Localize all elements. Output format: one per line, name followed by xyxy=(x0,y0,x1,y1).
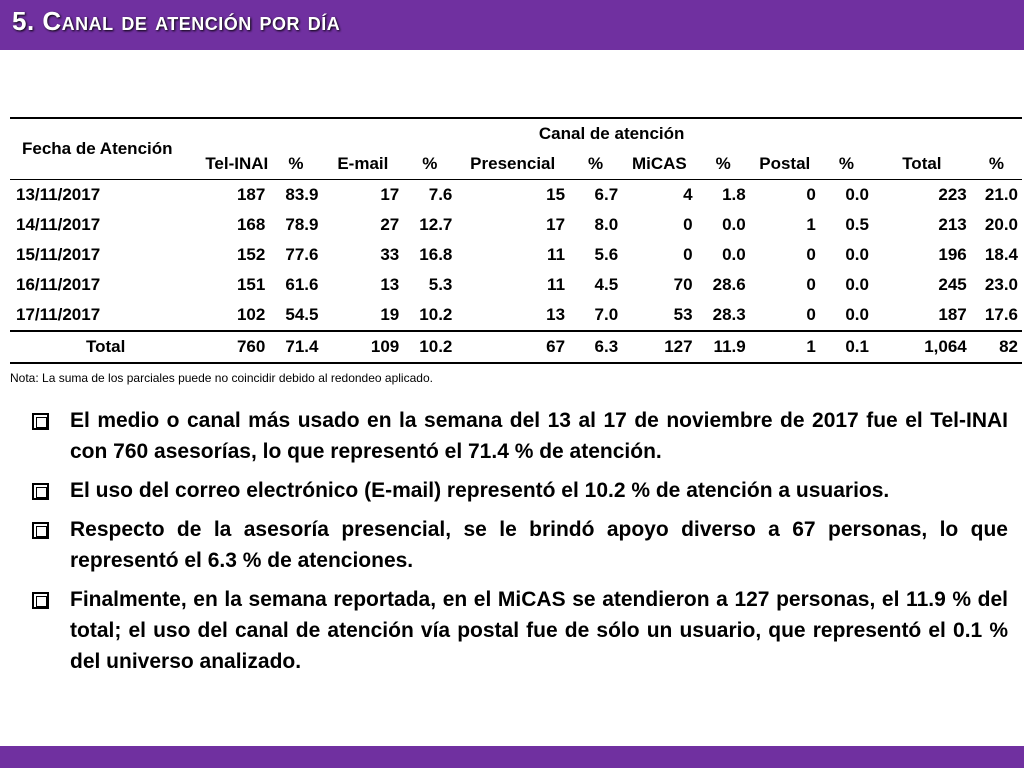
value-cell: 4.5 xyxy=(594,275,619,294)
column-header: % xyxy=(403,149,456,180)
value-cell: 28.3 xyxy=(712,305,746,324)
column-header: % xyxy=(971,149,1022,180)
value-cell: 7.6 xyxy=(428,185,453,204)
value-cell: 0 xyxy=(683,215,693,234)
footer-bar xyxy=(0,746,1024,768)
value-cell: 13 xyxy=(546,305,566,324)
date-cell: 15/11/2017 xyxy=(16,245,101,264)
total-value-cell: 71.4 xyxy=(269,331,322,363)
page-title: 5. Canal de atención por día xyxy=(12,6,341,36)
value-cell: 83.9 xyxy=(285,185,319,204)
value-cell: 13 xyxy=(380,275,400,294)
total-value-cell: 1 xyxy=(750,331,820,363)
bullet-text: El medio o canal más usado en la semana del 13 al 17 de noviembre de 2017 fue el Tel-INAI con 760 asesorías, lo que representó el 71.4 % de atención. xyxy=(70,409,1008,463)
column-header: MiCAS xyxy=(622,149,696,180)
value-cell: 0.0 xyxy=(845,275,869,294)
value-cell: 15 xyxy=(546,185,566,204)
value-cell: 196 xyxy=(938,245,967,264)
value-cell: 0 xyxy=(806,245,816,264)
total-value-cell: 127 xyxy=(622,331,696,363)
value-cell: 17.6 xyxy=(984,305,1018,324)
bullet-text: El uso del correo electrónico (E-mail) representó el 10.2 % de atención a usuarios. xyxy=(70,479,890,502)
date-cell: 14/11/2017 xyxy=(16,215,101,234)
value-cell: 0.0 xyxy=(722,245,746,264)
table-row xyxy=(10,270,1022,300)
value-cell: 151 xyxy=(236,275,266,294)
checkbox-bullet-icon xyxy=(32,592,49,609)
value-cell: 223 xyxy=(938,185,967,204)
value-cell: 0.0 xyxy=(845,305,869,324)
total-value-cell: 67 xyxy=(456,331,569,363)
date-cell: 13/11/2017 xyxy=(16,185,101,204)
table-row xyxy=(10,180,1022,211)
value-cell: 5.6 xyxy=(594,245,619,264)
value-cell: 102 xyxy=(236,305,266,324)
value-cell: 17 xyxy=(380,185,400,204)
value-cell: 70 xyxy=(673,275,693,294)
attention-table-container xyxy=(10,117,1022,364)
total-value-cell: 11.9 xyxy=(697,331,750,363)
bullet-text: Respecto de la asesoría presencial, se le brindó apoyo diverso a 67 personas, lo que representó el 6.3 % de atenciones. xyxy=(70,518,1008,572)
value-cell: 0 xyxy=(806,275,816,294)
total-value-cell: 82 xyxy=(971,331,1022,363)
value-cell: 0.0 xyxy=(845,185,869,204)
value-cell: 12.7 xyxy=(419,215,453,234)
value-cell: 10.2 xyxy=(419,305,453,324)
table-row xyxy=(10,300,1022,331)
total-value-cell: 6.3 xyxy=(569,331,622,363)
table-row xyxy=(10,210,1022,240)
value-cell: 6.7 xyxy=(594,185,619,204)
bullet-item xyxy=(28,405,1008,467)
value-cell: 187 xyxy=(236,185,266,204)
column-header: Total xyxy=(873,149,971,180)
value-cell: 213 xyxy=(938,215,967,234)
row-header: Fecha de Atención xyxy=(10,118,201,180)
table-body xyxy=(10,180,1022,332)
value-cell: 0.0 xyxy=(845,245,869,264)
column-header: Postal xyxy=(750,149,820,180)
value-cell: 21.0 xyxy=(984,185,1018,204)
bullet-list xyxy=(28,405,1008,685)
column-header: % xyxy=(697,149,750,180)
bullet-item xyxy=(28,475,1008,506)
checkbox-bullet-icon xyxy=(32,413,49,430)
value-cell: 187 xyxy=(938,305,967,324)
group-header: Canal de atención xyxy=(201,118,1022,149)
total-value-cell: 10.2 xyxy=(403,331,456,363)
value-cell: 245 xyxy=(938,275,967,294)
column-header: % xyxy=(820,149,873,180)
total-value-cell: 1,064 xyxy=(873,331,971,363)
header-bar xyxy=(0,0,1024,50)
value-cell: 18.4 xyxy=(984,245,1018,264)
value-cell: 19 xyxy=(380,305,400,324)
attention-table xyxy=(10,117,1022,364)
value-cell: 23.0 xyxy=(984,275,1018,294)
value-cell: 168 xyxy=(236,215,266,234)
bullet-item xyxy=(28,584,1008,677)
value-cell: 33 xyxy=(380,245,400,264)
total-label: Total xyxy=(10,331,201,363)
value-cell: 4 xyxy=(683,185,693,204)
total-value-cell: 760 xyxy=(201,331,269,363)
value-cell: 53 xyxy=(673,305,693,324)
date-cell: 16/11/2017 xyxy=(16,275,101,294)
value-cell: 78.9 xyxy=(285,215,319,234)
value-cell: 0.5 xyxy=(845,215,869,234)
value-cell: 77.6 xyxy=(285,245,319,264)
bullet-item xyxy=(28,514,1008,576)
value-cell: 11 xyxy=(547,245,566,264)
value-cell: 17 xyxy=(546,215,566,234)
total-value-cell: 0.1 xyxy=(820,331,873,363)
value-cell: 54.5 xyxy=(285,305,319,324)
value-cell: 28.6 xyxy=(712,275,746,294)
value-cell: 0 xyxy=(806,185,816,204)
date-cell: 17/11/2017 xyxy=(16,305,101,324)
table-note: Nota: La suma de los parciales puede no coincidir debido al redondeo aplicado. xyxy=(10,371,433,385)
value-cell: 16.8 xyxy=(419,245,453,264)
total-row xyxy=(10,331,1022,363)
value-cell: 11 xyxy=(547,275,566,294)
checkbox-bullet-icon xyxy=(32,522,49,539)
value-cell: 7.0 xyxy=(594,305,619,324)
column-header: % xyxy=(569,149,622,180)
value-cell: 1.8 xyxy=(722,185,746,204)
column-header: Presencial xyxy=(456,149,569,180)
checkbox-bullet-icon xyxy=(32,483,49,500)
bullet-text: Finalmente, en la semana reportada, en el MiCAS se atendieron a 127 personas, el 11.9 % del total; el uso del canal de atención vía postal fue de sólo un usuario, que representó el 0.1 % del universo analizado. xyxy=(70,588,1008,673)
value-cell: 0 xyxy=(683,245,693,264)
value-cell: 27 xyxy=(380,215,400,234)
value-cell: 1 xyxy=(806,215,816,234)
column-header: % xyxy=(269,149,322,180)
value-cell: 61.6 xyxy=(285,275,319,294)
value-cell: 0 xyxy=(806,305,816,324)
table-row xyxy=(10,240,1022,270)
value-cell: 8.0 xyxy=(594,215,619,234)
column-header: Tel-INAI xyxy=(201,149,269,180)
value-cell: 152 xyxy=(236,245,266,264)
value-cell: 20.0 xyxy=(984,215,1018,234)
value-cell: 5.3 xyxy=(428,275,453,294)
value-cell: 0.0 xyxy=(722,215,746,234)
column-header: E-mail xyxy=(322,149,403,180)
total-value-cell: 109 xyxy=(322,331,403,363)
